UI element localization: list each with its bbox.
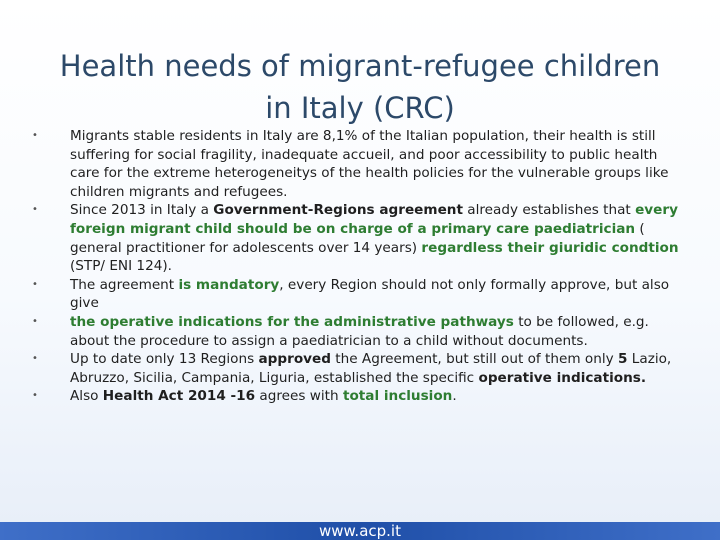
- slide-title-line-2: in Italy (CRC): [265, 91, 455, 126]
- bullet-text: Also: [70, 388, 103, 405]
- bullet-text: Migrants stable residents in Italy are 8,1% of the Italian population, their health is still suffering for social fragility, inadequate accueil, and poor accessibility to public health care for the extreme heterogeneitys of the health policies for the vulnerable groups like children migrants and refugees.: [70, 128, 669, 200]
- bullet-highlight-text: the operative indications for the administrative pathways: [70, 313, 514, 330]
- bullet-text: Up to date only 13 Regions: [70, 351, 259, 368]
- bullet-item: [30, 387, 690, 406]
- bullet-text: The agreement: [70, 276, 179, 293]
- bullet-text: agrees with: [255, 388, 343, 405]
- slide-title: [40, 45, 680, 129]
- bullet-highlight-text: total inclusion: [342, 388, 453, 405]
- bullet-item: [30, 201, 690, 275]
- bullet-text: , every Region should not only formally approve, but also give: [70, 276, 670, 312]
- bullet-highlight-text: 5: [618, 351, 628, 368]
- bullet-item: [30, 127, 690, 201]
- bullet-dot-icon: •: [32, 390, 38, 402]
- bullet-dot-icon: •: [32, 278, 38, 290]
- bullet-dot-icon: •: [32, 353, 38, 365]
- bullet-item: [30, 313, 690, 350]
- bullet-dot-icon: •: [32, 315, 38, 327]
- bullet-text: .: [452, 388, 457, 405]
- bullet-highlight-text: every foreign migrant child should be on charge of a primary care paediatrician: [70, 202, 678, 237]
- bullet-highlight-text: is mandatory: [178, 276, 280, 293]
- bullet-highlight-text: Government-Regions agreement: [213, 202, 463, 219]
- bullet-text: Lazio, Abruzzo, Sicilia, Campania, Liguria, established the specific: [70, 351, 672, 386]
- bullet-text: the Agreement, but still out of them only: [330, 351, 618, 368]
- bullet-list: [30, 127, 690, 406]
- bullet-text: (STP/ ENI 124).: [70, 258, 172, 275]
- bullet-item: [30, 276, 690, 313]
- bullet-item: [30, 350, 690, 387]
- bullet-highlight-text: approved: [258, 351, 331, 368]
- bullet-highlight-text: operative indications.: [478, 369, 647, 386]
- bullet-highlight-text: regardless their giuridic condtion: [421, 239, 679, 256]
- footer-bar: [0, 522, 720, 540]
- bullet-dot-icon: •: [32, 204, 38, 216]
- bullet-highlight-text: Health Act 2014 -16: [102, 388, 256, 405]
- bullet-text: already establishes that: [462, 202, 636, 219]
- bullet-text: ( general practitioner for adolescents over 14 years): [70, 220, 645, 256]
- bullet-text: Since 2013 in Italy a: [70, 202, 214, 219]
- footer-url: www.acp.it: [319, 522, 401, 540]
- bullet-text: to be followed, e.g. about the procedure to assign a paediatrician to a child without documents.: [70, 313, 649, 349]
- slide-title-line-1: Health needs of migrant-refugee children: [59, 49, 661, 84]
- bullet-dot-icon: •: [32, 130, 38, 141]
